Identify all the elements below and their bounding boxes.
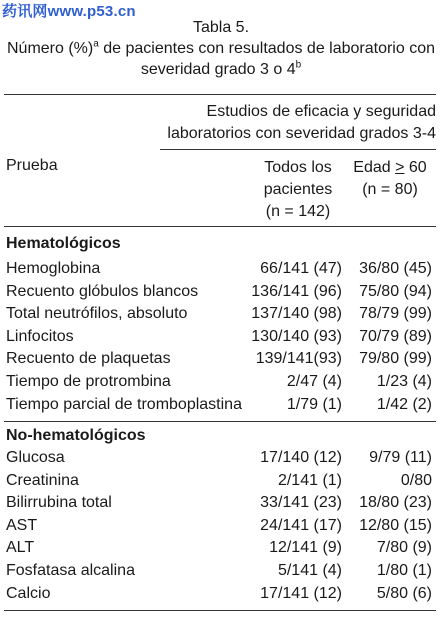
col-age-line1 [349,157,431,179]
table-subtitle-line1 [0,38,442,59]
subtitle-text-c: severidad grado 3 o 4 [140,61,296,78]
row-value-age: 75/80 (94) [359,282,432,300]
col-all-line1: Todos los [264,159,332,176]
row-label: Tiempo parcial de tromboplastina [6,395,242,413]
row-label: Creatinina [6,471,79,489]
row-value-all: 137/140 (98) [251,305,342,323]
row-value-age: 18/80 (23) [359,494,432,512]
row-label: Recuento glóbulos blancos [6,282,199,300]
row-value-age: 5/80 (6) [376,584,432,602]
column-header-test: Prueba [6,157,58,174]
column-header-all-patients [258,157,338,223]
row-label: Linfocitos [6,327,74,345]
row-value-age: 78/79 (99) [359,305,432,323]
col-all-line2: pacientes [263,181,333,198]
table-row [6,447,434,469]
table-row [6,371,434,393]
row-value-age: 36/80 (45) [359,260,432,277]
row-label: Glucosa [6,449,65,466]
table-subtitle-line2 [0,59,442,80]
col-all-line3: (n = 142) [265,203,331,220]
row-value-all: 12/141 (9) [269,539,342,557]
subtitle-text-b: de pacientes con resultados de laboratorio con [98,40,435,57]
row-label: ALT [6,539,35,557]
row-label: Recuento de plaquetas [6,350,171,368]
row-value-age: 7/80 (9) [376,539,432,557]
table-row [6,515,434,537]
table-row [6,303,434,325]
watermark-text: 药讯网www.p53.cn [2,3,136,20]
col-age-ge: > [395,159,405,176]
table-row [6,492,434,514]
row-value-age: 79/80 (99) [359,350,432,368]
row-label: Bilirrubina total [6,494,112,512]
table-row [6,348,434,370]
row-label: Total neutrófilos, absoluto [6,305,188,323]
row-label: Calcio [6,584,51,602]
row-value-age: 12/80 (15) [359,516,432,534]
col-age-line2: (n = 80) [362,181,418,198]
row-value-age: 9/79 (11) [369,449,432,466]
table-row [6,281,434,303]
row-label: Hemoglobina [6,260,101,277]
header-rule [4,226,436,227]
table-row [6,560,434,582]
column-header-age [349,157,431,201]
table-row [6,258,434,280]
row-value-all: 17/140 (12) [260,449,342,466]
row-value-age: 1/23 (4) [376,373,432,390]
row-value-all: 2/141 (1) [277,471,342,489]
section-title: No-hematológicos [6,427,146,444]
col-age-prefix: Edad [353,159,396,176]
table-row [6,394,434,416]
row-value-all: 33/141 (23) [260,494,342,512]
row-label: AST [6,516,38,534]
studies-header-line2: laboratorios con severidad grados 3-4 [167,125,436,142]
section-divider [4,421,436,422]
row-value-all: 1/79 (1) [286,395,342,413]
row-value-age: 1/80 (1) [376,562,432,579]
row-value-age: 0/80 [400,471,432,489]
section-title: Hematológicos [6,235,121,252]
subtitle-text-a: Número (%) [6,40,94,57]
row-label: Tiempo de protrombina [6,373,171,390]
row-label: Fosfatasa alcalina [6,562,135,579]
table-row [6,583,434,605]
studies-header [160,101,436,145]
table-row [6,326,434,348]
table-row [6,537,434,559]
row-value-all: 5/141 (4) [277,562,342,579]
footnote-a-marker: a [93,38,99,50]
footnote-b-marker: b [295,59,302,71]
studies-rule [160,149,436,150]
studies-header-line1: Estudios de eficacia y seguridad [206,103,436,120]
row-value-all: 24/141 (17) [260,516,342,534]
row-value-all: 136/141 (96) [251,282,342,300]
table-title-block [0,18,442,80]
row-value-age: 70/79 (89) [359,327,432,345]
row-value-all: 66/141 (47) [260,260,342,277]
row-value-all: 130/140 (93) [251,327,342,345]
row-value-age: 1/42 (2) [376,395,432,413]
row-value-all: 17/141 (12) [260,584,342,602]
top-rule [4,94,436,95]
table-title: Tabla 5. [192,19,250,36]
row-value-all: 139/141(93) [255,350,342,368]
bottom-rule [4,610,436,611]
table-row [6,470,434,492]
col-age-suffix: 60 [404,159,427,176]
row-value-all: 2/47 (4) [286,373,342,390]
